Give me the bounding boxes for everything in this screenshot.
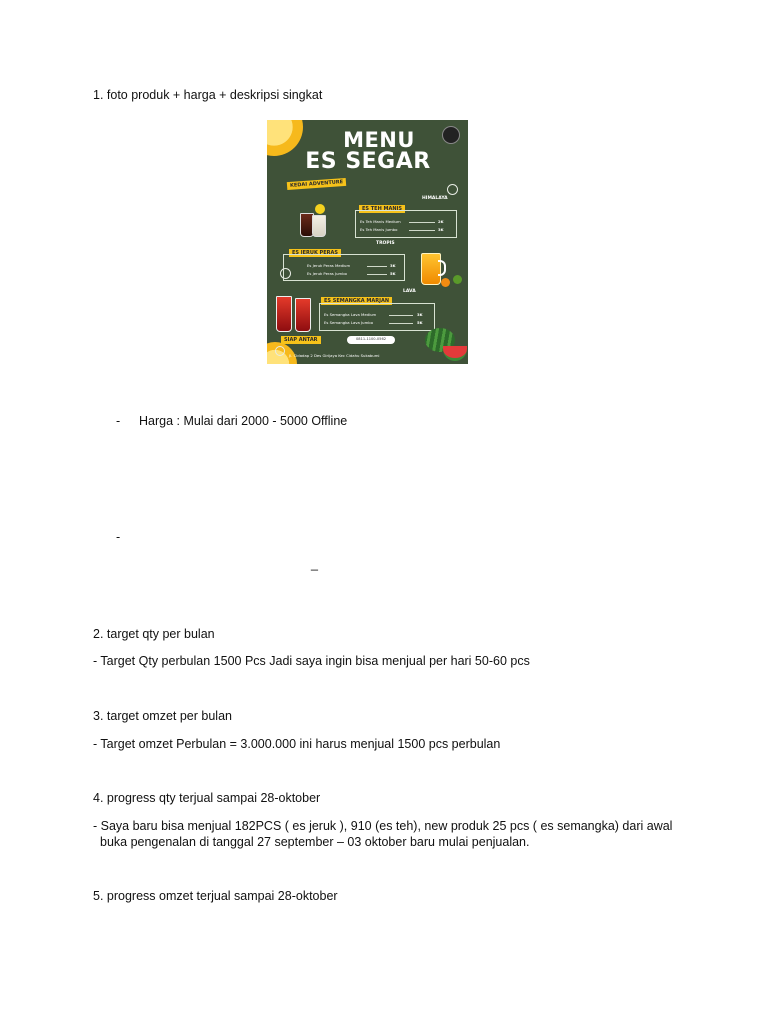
poster-title-line1: MENU: [343, 128, 415, 152]
bullet-dash: -: [116, 530, 121, 544]
category-label: LAVA: [403, 289, 416, 294]
section5-heading: 5. progress omzet terjual sampai 28-oktober: [93, 889, 338, 903]
underscore-mark: _: [311, 557, 318, 571]
menu-poster-image: [267, 120, 468, 364]
orange-slice-icon: [267, 120, 303, 156]
watermelon-drink-glass-icon: [295, 298, 311, 332]
item-label: Es Teh Manis Medium: [360, 219, 401, 224]
milk-tea-glass-icon: [312, 215, 326, 237]
item-label: Es Jeruk Peras Jumbo: [307, 271, 347, 276]
section4-text-line1: - Saya baru bisa menjual 182PCS ( es jeruk ), 910 (es teh), new produk 25 pcs ( es semangka) dari awal: [93, 819, 673, 833]
section3-heading: 3. target omzet per bulan: [93, 709, 232, 723]
item-price: 5K: [390, 271, 396, 276]
watermelon-drink-glass-icon: [276, 296, 292, 332]
product-name-tag: ES JERUK PERAS: [289, 249, 341, 257]
section1-heading: 1. foto produk + harga + deskripsi singkat: [93, 88, 323, 102]
price-bullet-text: Harga : Mulai dari 2000 - 5000 Offline: [139, 414, 348, 428]
item-label: Es Jeruk Peras Medium: [307, 263, 351, 268]
item-label: Es Semangka Lava Medium: [324, 312, 377, 317]
shop-name-tag: KEDAI ADVENTURE: [287, 178, 347, 190]
item-label: Es Semangka Lava Jumbo: [324, 320, 374, 325]
lemon-icon: [315, 204, 325, 214]
item-label: Es Teh Manis Jumbo: [360, 227, 398, 232]
bullet-dash: -: [116, 414, 121, 428]
watermelon-slice-icon: [443, 346, 467, 361]
delivery-tag: SIAP ANTAR: [281, 336, 321, 344]
lime-fruit-icon: [453, 275, 462, 284]
shop-logo-icon: [442, 126, 460, 144]
phone-number: 0811-1100-0562: [356, 337, 387, 341]
section2-heading: 2. target qty per bulan: [93, 627, 215, 641]
section4-text-line2: buka pengenalan di tanggal 27 september – 03 oktober baru mulai penjualan.: [100, 835, 530, 849]
item-price: 2K: [438, 219, 444, 224]
section4-heading: 4. progress qty terjual sampai 28-oktober: [93, 791, 321, 805]
section2-text: - Target Qty perbulan 1500 Pcs Jadi saya ingin bisa menjual per hari 50-60 pcs: [93, 654, 530, 668]
item-price: 3K: [390, 263, 396, 268]
item-price: 3K: [438, 227, 444, 232]
category-label: HIMALAYA: [422, 196, 448, 201]
orange-fruit-icon: [441, 278, 450, 287]
price-box: [319, 303, 435, 331]
section3-text: - Target omzet Perbulan = 3.000.000 ini harus menjual 1500 pcs perbulan: [93, 737, 501, 751]
product-name-tag: ES TEH MANIS: [359, 205, 405, 213]
decor-circle: [447, 184, 458, 195]
item-price: 3K: [417, 312, 423, 317]
category-label: TROPIS: [376, 241, 395, 246]
item-price: 5K: [417, 320, 423, 325]
shop-address: Jl. Cidadap 2 Des Girijaya Kec Cidahu Sukabumi: [289, 353, 380, 358]
poster-title-line2: ES SEGAR: [305, 149, 431, 174]
price-box: [355, 210, 457, 238]
decor-circle: [275, 346, 285, 356]
product-name-tag: ES SEMANGKA MARJAN: [321, 297, 392, 305]
